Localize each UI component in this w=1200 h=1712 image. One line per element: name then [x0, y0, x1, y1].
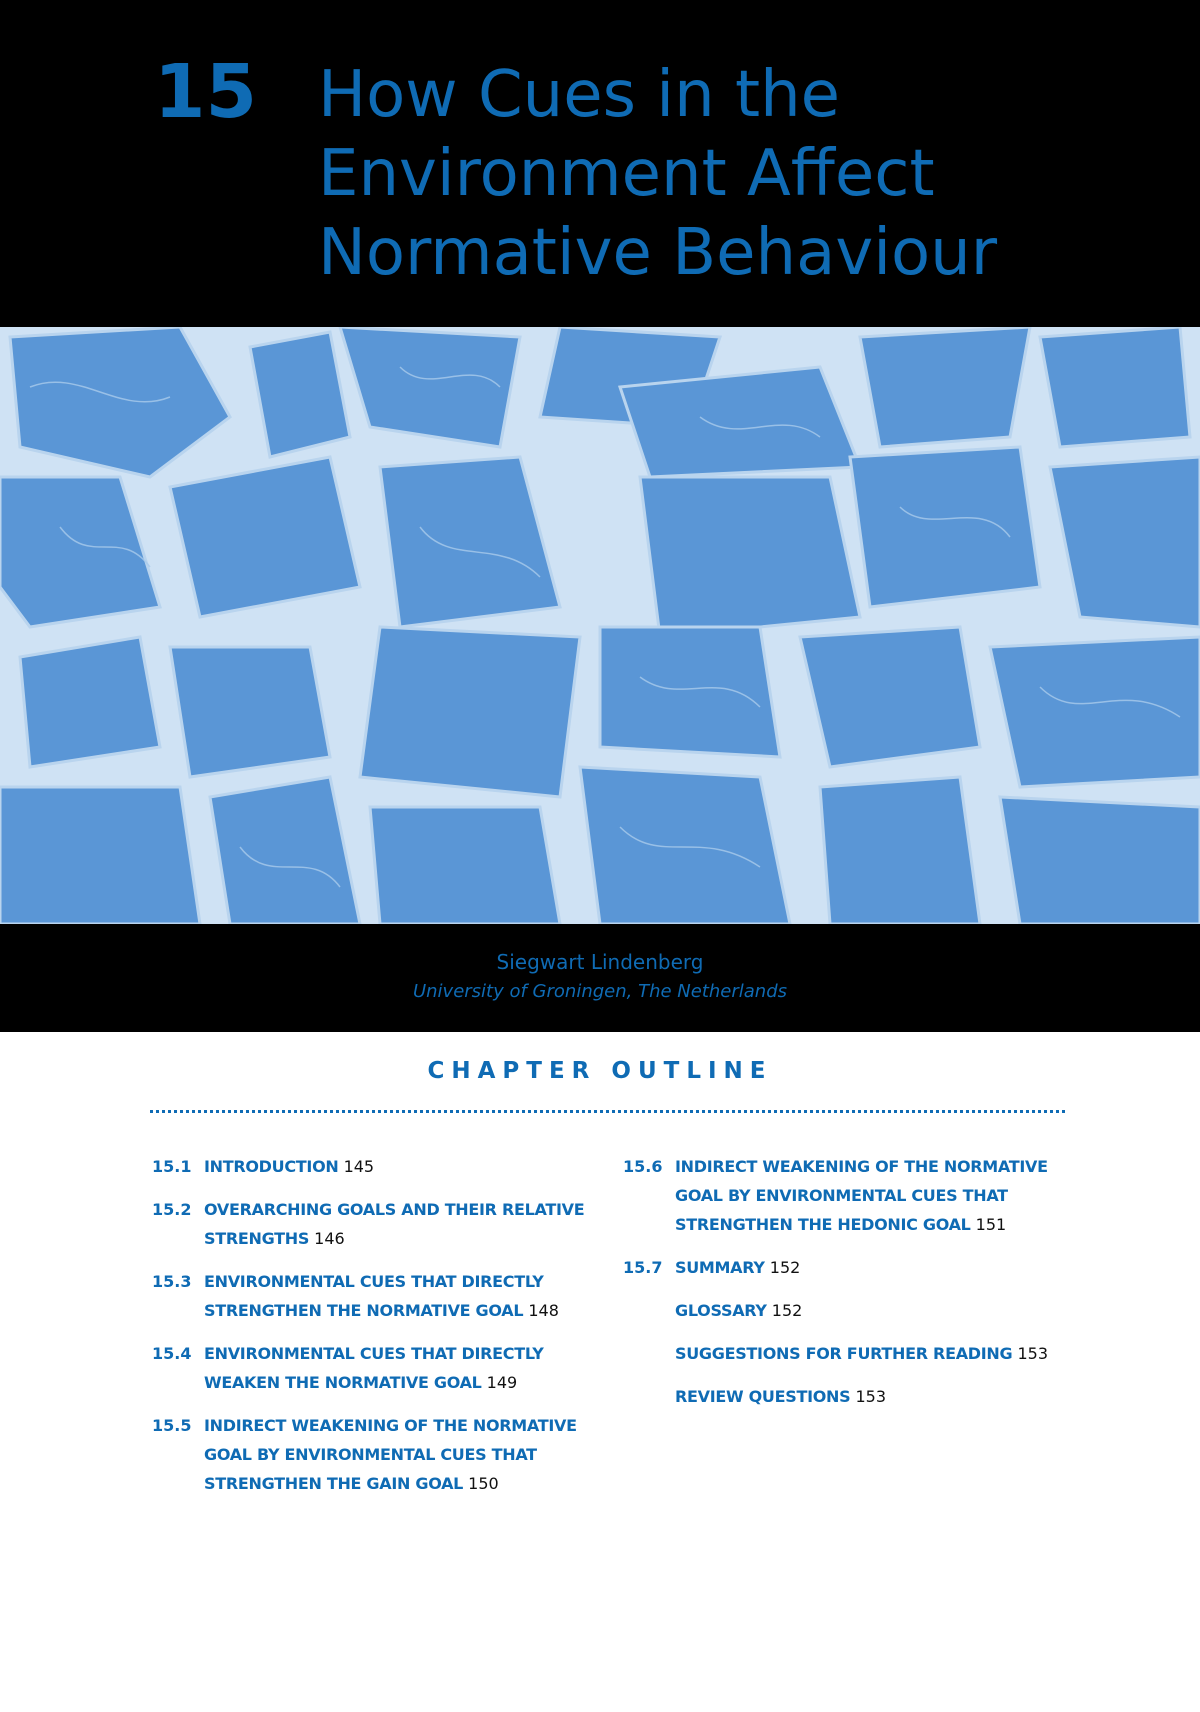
outline-item[interactable]	[152, 1152, 592, 1181]
mosaic-illustration	[0, 327, 1200, 924]
outline-label: INTRODUCTION	[204, 1157, 339, 1176]
outline-page: 146	[314, 1229, 345, 1248]
mosaic-image	[0, 327, 1200, 924]
outline-page: 153	[855, 1387, 887, 1406]
outline-item[interactable]	[152, 1411, 592, 1498]
outline-page: 150	[468, 1474, 499, 1493]
outline-item[interactable]	[152, 1195, 592, 1253]
chapter-number: 15	[154, 49, 257, 135]
chapter-outline-heading: CHAPTER OUTLINE	[427, 1058, 773, 1084]
outline-item[interactable]	[623, 1152, 1063, 1239]
outline-label: REVIEW QUESTIONS	[675, 1387, 851, 1406]
chapter-header	[0, 0, 1200, 327]
outline-number: 15.3	[152, 1272, 192, 1291]
dotted-divider	[150, 1110, 1065, 1113]
outline-column-left	[152, 1152, 592, 1512]
outline-number: 15.5	[152, 1416, 192, 1435]
outline-page: 145	[343, 1157, 375, 1176]
outline-label: OVERARCHING GOALS AND THEIR RELATIVE STRENGTHS	[204, 1200, 585, 1248]
outline-label: ENVIRONMENTAL CUES THAT DIRECTLY STRENGTHEN THE NORMATIVE GOAL	[204, 1272, 544, 1320]
outline-number: 15.6	[623, 1157, 663, 1176]
outline-item[interactable]	[623, 1253, 1063, 1282]
outline-label: GLOSSARY	[675, 1301, 767, 1320]
chapter-title-line-1: How Cues in the	[318, 58, 840, 132]
author-affiliation: University of Groningen, The Netherlands	[412, 981, 788, 1002]
outline-page: 148	[528, 1301, 559, 1320]
outline-column-right	[623, 1152, 1063, 1425]
chapter-title	[318, 56, 1178, 293]
outline-item[interactable]	[152, 1267, 592, 1325]
outline-page: 153	[1017, 1344, 1048, 1363]
author-band	[0, 924, 1200, 1032]
outline-item[interactable]	[623, 1382, 1063, 1411]
outline-number: 15.2	[152, 1200, 192, 1219]
outline-number: 15.1	[152, 1157, 192, 1176]
outline-item[interactable]	[623, 1296, 1063, 1325]
outline-label: ENVIRONMENTAL CUES THAT DIRECTLY WEAKEN THE NORMATIVE GOAL	[204, 1344, 544, 1392]
chapter-title-line-2: Environment Affect	[318, 137, 935, 211]
outline-page: 151	[975, 1215, 1007, 1234]
outline-number: 15.4	[152, 1344, 192, 1363]
chapter-title-line-3: Normative Behaviour	[318, 216, 997, 290]
outline-label: INDIRECT WEAKENING OF THE NORMATIVE GOAL BY ENVIRONMENTAL CUES THAT STRENGTHEN THE HEDONIC GOAL	[675, 1157, 1048, 1234]
outline-item[interactable]	[623, 1339, 1063, 1368]
outline-label: INDIRECT WEAKENING OF THE NORMATIVE GOAL BY ENVIRONMENTAL CUES THAT STRENGTHEN THE GAIN GOAL	[204, 1416, 577, 1493]
outline-label: SUMMARY	[675, 1258, 765, 1277]
outline-number: 15.7	[623, 1258, 663, 1277]
outline-page: 149	[486, 1373, 518, 1392]
author-name: Siegwart Lindenberg	[496, 950, 704, 974]
outline-page: 152	[771, 1301, 803, 1320]
outline-item[interactable]	[152, 1339, 592, 1397]
outline-page: 152	[769, 1258, 801, 1277]
outline-label: SUGGESTIONS FOR FURTHER READING	[675, 1344, 1013, 1363]
